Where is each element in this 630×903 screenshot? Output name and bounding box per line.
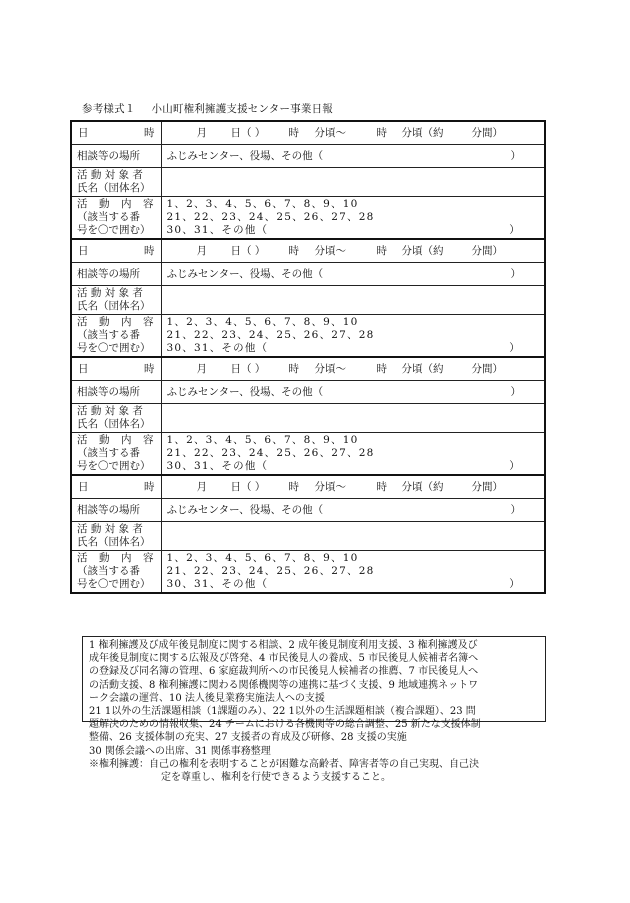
report-entry-4 xyxy=(71,475,545,593)
activity-label: 活 動 内 容 （該当する番 号を〇で囲む） xyxy=(71,551,161,594)
date-label-cell: 日 時 xyxy=(71,121,161,145)
target-name-field[interactable] xyxy=(161,168,545,197)
legend-line: 成年後見制度に関する広報及び啓発、4 市民後見人の養成、5 市民後見人候補者名簿へ xyxy=(89,653,479,665)
place-field[interactable]: ふじみセンター、役場、その他（ ） xyxy=(161,381,545,404)
place-label: 相談等の場所 xyxy=(71,263,161,286)
activity-label: 活 動 内 容 （該当する番 号を〇で囲む） xyxy=(71,433,161,476)
legend-note: ※権利擁護：自己の権利を表明することが困難な高齢者、障害者等の自己実現、自己決 xyxy=(89,758,479,770)
report-entry-2 xyxy=(71,239,545,357)
date-label-cell: 日 時 xyxy=(71,475,161,499)
page-title xyxy=(82,101,333,116)
activity-label: 活 動 内 容 （該当する番 号を〇で囲む） xyxy=(71,315,161,358)
place-label: 相談等の場所 xyxy=(71,145,161,168)
date-time-field[interactable]: 月 日（ ） 時 分頃～ 時 分頃（約 分間） xyxy=(161,475,545,499)
place-field[interactable]: ふじみセンター、役場、その他（ ） xyxy=(161,145,545,168)
target-label: 活 動 対 象 者 氏名（団体名） xyxy=(71,286,161,315)
target-label: 活 動 対 象 者 氏名（団体名） xyxy=(71,404,161,433)
place-label: 相談等の場所 xyxy=(71,499,161,522)
date-label-cell: 日 時 xyxy=(71,239,161,263)
activity-options[interactable]: 1、2、3、4、5、6、7、8、9、10 21、22、23、24、25、26、27、28 30、31、その他（ ） xyxy=(161,433,545,476)
date-label-cell: 日 時 xyxy=(71,357,161,381)
document-title: 小山町権利擁護支援センター事業日報 xyxy=(151,103,333,115)
report-entry-3 xyxy=(71,357,545,475)
activity-options[interactable]: 1、2、3、4、5、6、7、8、9、10 21、22、23、24、25、26、27、28 30、31、その他（ ） xyxy=(161,551,545,594)
date-time-field[interactable]: 月 日（ ） 時 分頃～ 時 分頃（約 分間） xyxy=(161,239,545,263)
target-name-field[interactable] xyxy=(161,286,545,315)
place-label: 相談等の場所 xyxy=(71,381,161,404)
place-field[interactable]: ふじみセンター、役場、その他（ ） xyxy=(161,263,545,286)
activity-options[interactable]: 1、2、3、4、5、6、7、8、9、10 21、22、23、24、25、26、27、28 30、31、その他（ ） xyxy=(161,315,545,358)
legend-note-continued: 定を尊重し、権利を行使できるよう支援すること。 xyxy=(161,772,391,784)
legend-line: 30 関係会議への出席、31 関係事務整理 xyxy=(89,745,271,757)
target-label: 活 動 対 象 者 氏名（団体名） xyxy=(71,168,161,197)
daily-report-table xyxy=(70,120,546,594)
legend-line: 1 権利擁護及び成年後見制度に関する相談、2 成年後見制度利用支援、3 権利擁護及び xyxy=(89,640,478,651)
activity-options[interactable]: 1、2、3、4、5、6、7、8、9、10 21、22、23、24、25、26、27、28 30、31、その他（ ） xyxy=(161,197,545,240)
report-entry-1 xyxy=(71,121,545,239)
activity-legend-box xyxy=(82,636,546,784)
form-number: 参考様式１ xyxy=(82,103,136,115)
legend-line: ーク会議の運営、10 法人後見業務実施法人への支援 xyxy=(89,692,325,704)
date-time-field[interactable]: 月 日（ ） 時 分頃～ 時 分頃（約 分間） xyxy=(161,357,545,381)
legend-line: の活動支援、8 権利擁護に関わる関係機関等の連携に基づく支援、9 地域連携ネットワ xyxy=(89,679,479,691)
target-label: 活 動 対 象 者 氏名（団体名） xyxy=(71,522,161,551)
target-name-field[interactable] xyxy=(161,522,545,551)
legend-line: 題解決のための情報収集、24 チームにおける各機関等の総合調整、25 新たな支援体制 xyxy=(89,719,481,731)
place-field[interactable]: ふじみセンター、役場、その他（ ） xyxy=(161,499,545,522)
activity-label: 活 動 内 容 （該当する番 号を〇で囲む） xyxy=(71,197,161,240)
legend-line: 21 1以外の生活課題相談（1課題のみ）、22 1以外の生活課題相談（複合課題）、23 問 xyxy=(89,706,476,718)
legend-line: 整備、26 支援体制の充実、27 支援者の育成及び研修、28 支援の実施 xyxy=(89,732,407,744)
legend-line: の登録及び同名簿の管理、6 家庭裁判所への市民後見人候補者の推薦、7 市民後見人へ xyxy=(89,666,479,678)
date-time-field[interactable]: 月 日（ ） 時 分頃～ 時 分頃（約 分間） xyxy=(161,121,545,145)
target-name-field[interactable] xyxy=(161,404,545,433)
